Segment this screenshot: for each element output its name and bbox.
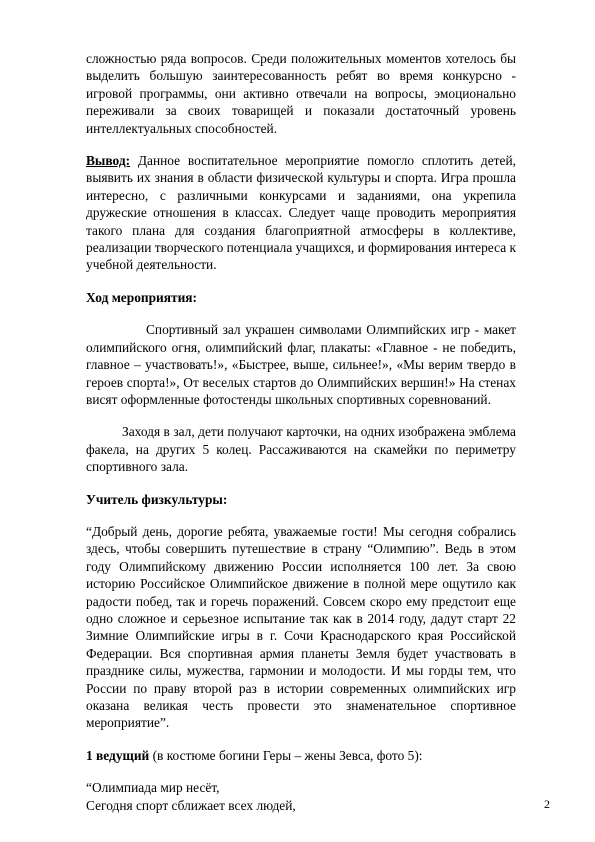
poem-line-2: Сегодня спорт сближает всех людей, xyxy=(86,797,296,813)
paragraph-entering: Заходя в зал, дети получают карточки, на одних изображена эмблема факела, на других 5 колец. Рассаживаются на скамейки по периметру спортивного зала. xyxy=(86,424,516,475)
host-label: 1 ведущий xyxy=(86,747,150,763)
conclusion-text: Данное воспитательное мероприятие помогло сплотить детей, выявить их знания в области физической культуры и спорта. Игра прошла интересно, с различными конкурсами и заданиями, она укрепила дружеские отношения в классах. Следует чаще проводить мероприятия такого плана для создания благоприятной атмосферы в коллективе, реализации творческого потенциала учащихся, и формирования интереса к учебной деятельности. xyxy=(86,153,516,273)
conclusion-label: Вывод: xyxy=(86,153,131,169)
heading-course: Ход мероприятия: xyxy=(86,289,198,305)
host-note: (в костюме богини Геры – жены Зевса, фото 5): xyxy=(149,747,423,763)
page-content xyxy=(86,50,516,814)
paragraph-hall: Спортивный зал украшен символами Олимпийских игр - макет олимпийского огня, олимпийский флаг, плакаты: «Главное - не победить, главное – участвовать!», «Быстрее, выше, сильнее!», «Мы верим твердо в героев спорта!», От веселых стартов до Олимпийских вершин!» На стенах висят оформленные фотостенды школьных спортивных соревнований. xyxy=(86,322,516,407)
paragraph-summary: сложностью ряда вопросов. Среди положительных моментов хотелось бы выделить большую заинтересованность ребят во время конкурсно - игровой программы, они активно отвечали на вопросы, эмоционально переживали за своих товарищей и показали достаточный уровень интеллектуальных способностей. xyxy=(86,51,516,136)
page-number: 2 xyxy=(544,797,550,811)
paragraph-speech: “Добрый день, дорогие ребята, уважаемые гости! Мы сегодня собрались здесь, чтобы совершить путешествие в страну “Олимпию”. Ведь в этом году Олимпийскому движению России исполняется 100 лет. За свою историю Российское Олимпийское движение в полной мере ощутило как радости побед, так и горечь поражений. Совсем скоро ему предстоит еще одно сложное и серьезное испытание так как в 2014 году, дадут старт 22 Зимние Олимпийские игры в г. Сочи Краснодарского края Российской Федерации. Вся спортивная армия планеты Земля будет участвовать в празднике силы, мужества, гармонии и молодости. И мы горды тем, что России по праву второй раз в истории современных олимпийских игр оказана великая честь провести это знаменательное спортивное мероприятие”. xyxy=(86,523,516,731)
heading-teacher: Учитель физкультуры: xyxy=(86,491,228,507)
poem-line-1: “Олимпиада мир несёт, xyxy=(86,780,220,796)
paragraph-conclusion xyxy=(86,152,516,274)
paragraph-host xyxy=(86,747,516,764)
